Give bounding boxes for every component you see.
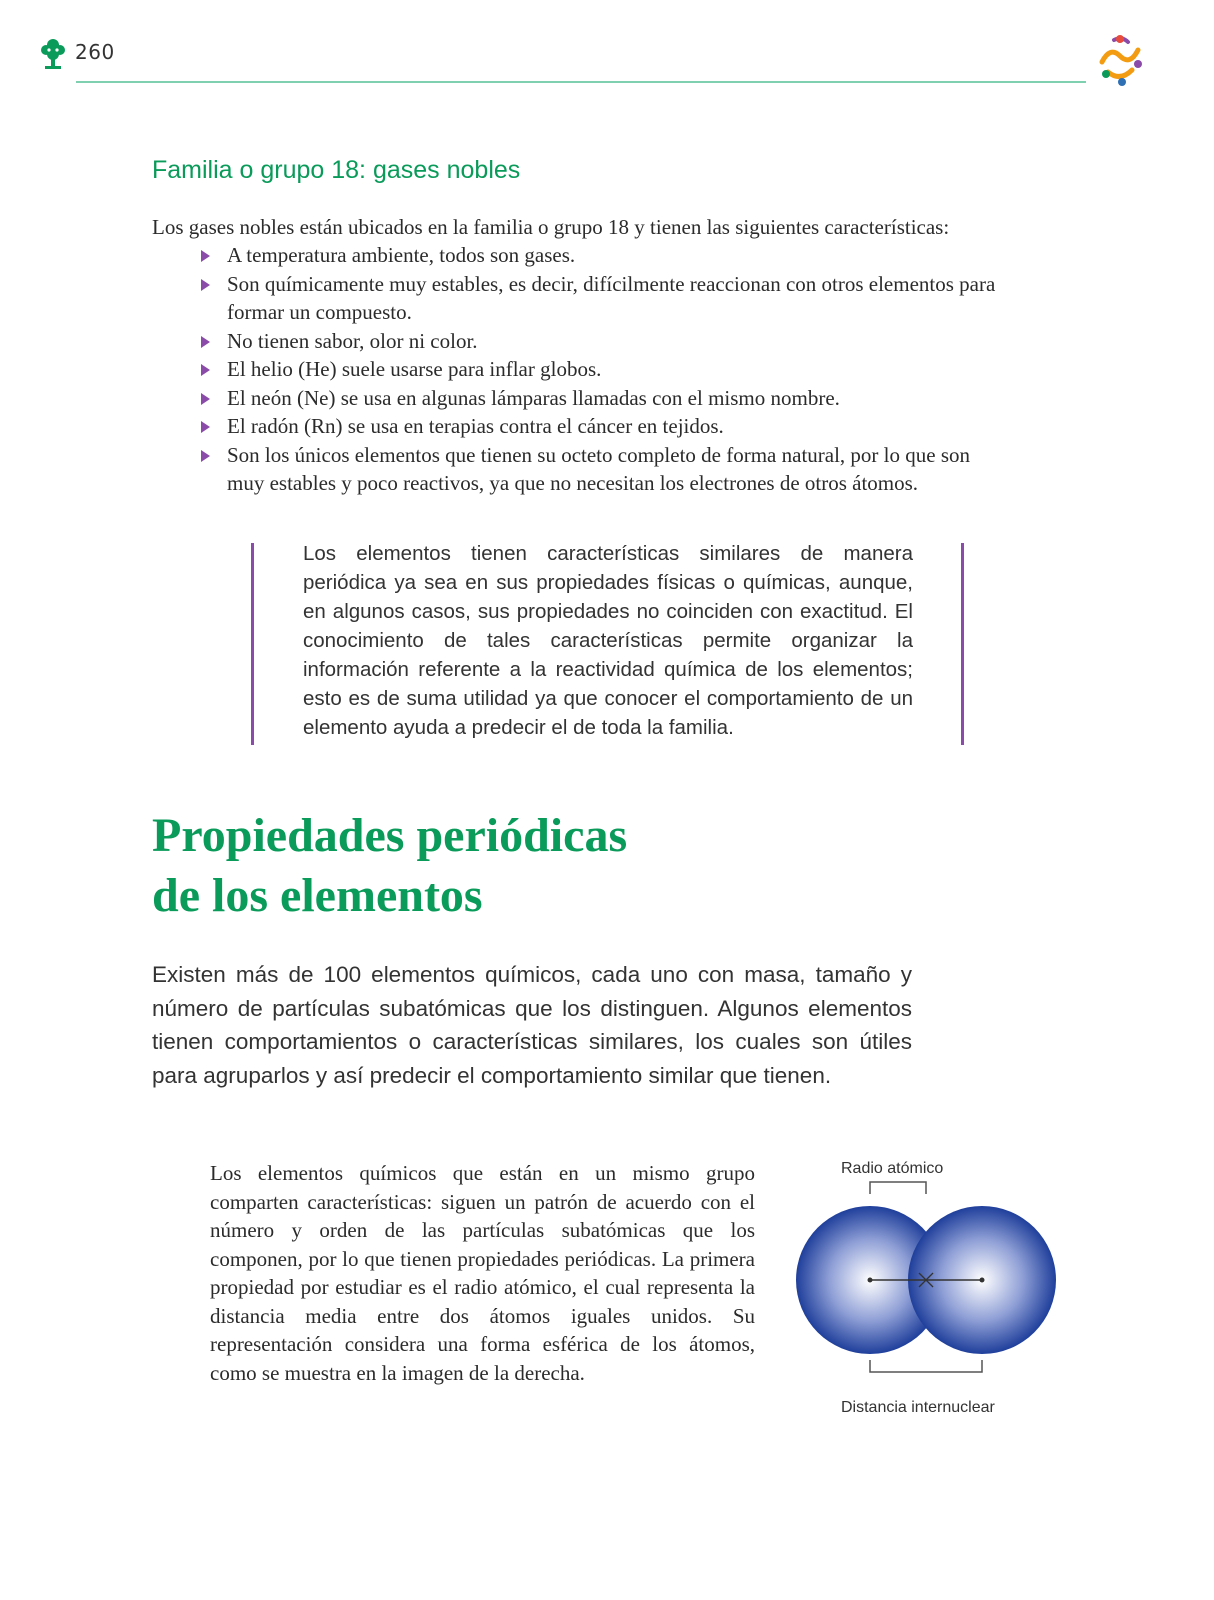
page-title-line-1: Propiedades periódicas	[152, 809, 628, 862]
list-item	[201, 441, 1001, 498]
section-intro: Los gases nobles están ubicados en la familia o grupo 18 y tienen las siguientes características:	[152, 215, 950, 239]
section-heading: Familia o grupo 18: gases nobles	[152, 156, 521, 184]
figure-label-atomic-radius: Radio atómico	[841, 1160, 944, 1177]
bullet-arrow-icon	[201, 250, 210, 262]
nucleus-right	[980, 1278, 985, 1283]
lead-paragraph: Existen más de 100 elementos químicos, cada uno con masa, tamaño y número de partículas subatómicas que los distinguen. Algunos elementos tienen comportamientos o características similares, los cuales son útiles para agruparlos y así predecir el comportamiento similar que tienen.	[152, 962, 912, 1088]
page-title	[152, 806, 627, 926]
list-item-text: Son los únicos elementos que tienen su octeto completo de forma natural, por lo que son muy estables y poco reactivos, ya que no necesitan los electrones de otros átomos.	[227, 442, 970, 495]
body-paragraph: Los elementos químicos que están en un mismo grupo comparten características: siguen un patrón de acuerdo con el número y orden de las partículas subatómicas que los componen, por lo que tienen propiedades periódicas. La primera propiedad por estudiar es el radio atómico, el cual representa la distancia media entre dos átomos iguales unidos. Su representación considera una forma esférica de los átomos, como se muestra en la imagen de la derecha.	[210, 1161, 755, 1385]
page-number: 260	[75, 40, 115, 64]
list-item-text: El radón (Rn) se usa en terapias contra el cáncer en tejidos.	[227, 414, 724, 438]
callout-right-bar	[961, 543, 964, 745]
nucleus-left	[868, 1278, 873, 1283]
atomic-radius-diagram	[788, 1168, 1068, 1398]
list-item-text: El helio (He) suele usarse para inflar globos.	[227, 357, 602, 381]
bullet-arrow-icon	[201, 279, 210, 291]
radius-bracket	[870, 1182, 926, 1194]
list-item	[201, 327, 1001, 356]
page-title-line-2: de los elementos	[152, 869, 483, 922]
distance-bracket	[870, 1360, 982, 1372]
tree-icon	[40, 36, 66, 72]
list-item	[201, 384, 1001, 413]
callout-text: Los elementos tienen características similares de manera periódica ya sea en sus propiedades físicas o químicas, aunque, en algunos casos, sus propiedades no coinciden con exactitud. El conocimiento de tales características permite organizar la información referente a la reactividad química de los elementos; esto es de suma utilidad ya que conocer el comportamiento de un elemento ayuda a predecir el de toda la familia.	[303, 542, 913, 739]
list-item-text: A temperatura ambiente, todos son gases.	[227, 243, 576, 267]
list-item	[201, 270, 1001, 327]
callout-left-bar	[251, 543, 254, 745]
list-item-text: Son químicamente muy estables, es decir, difícilmente reaccionan con otros elementos para formar un compuesto.	[227, 271, 996, 324]
list-item-text: No tienen sabor, olor ni color.	[227, 328, 478, 353]
brand-logo-icon	[1092, 32, 1148, 88]
bullet-arrow-icon	[201, 364, 210, 376]
header-rule	[76, 81, 1086, 83]
bullet-arrow-icon	[201, 421, 210, 433]
figure-label-internuclear-distance: Distancia internuclear	[841, 1399, 995, 1416]
list-item	[201, 355, 1001, 384]
list-item-text: El neón (Ne) se usa en algunas lámparas llamadas con el mismo nombre.	[227, 385, 840, 410]
bullet-arrow-icon	[201, 393, 210, 405]
list-item	[201, 412, 1001, 441]
bullet-arrow-icon	[201, 336, 210, 348]
list-item	[201, 241, 1001, 270]
bullet-arrow-icon	[201, 450, 210, 462]
characteristics-list	[201, 241, 1001, 498]
